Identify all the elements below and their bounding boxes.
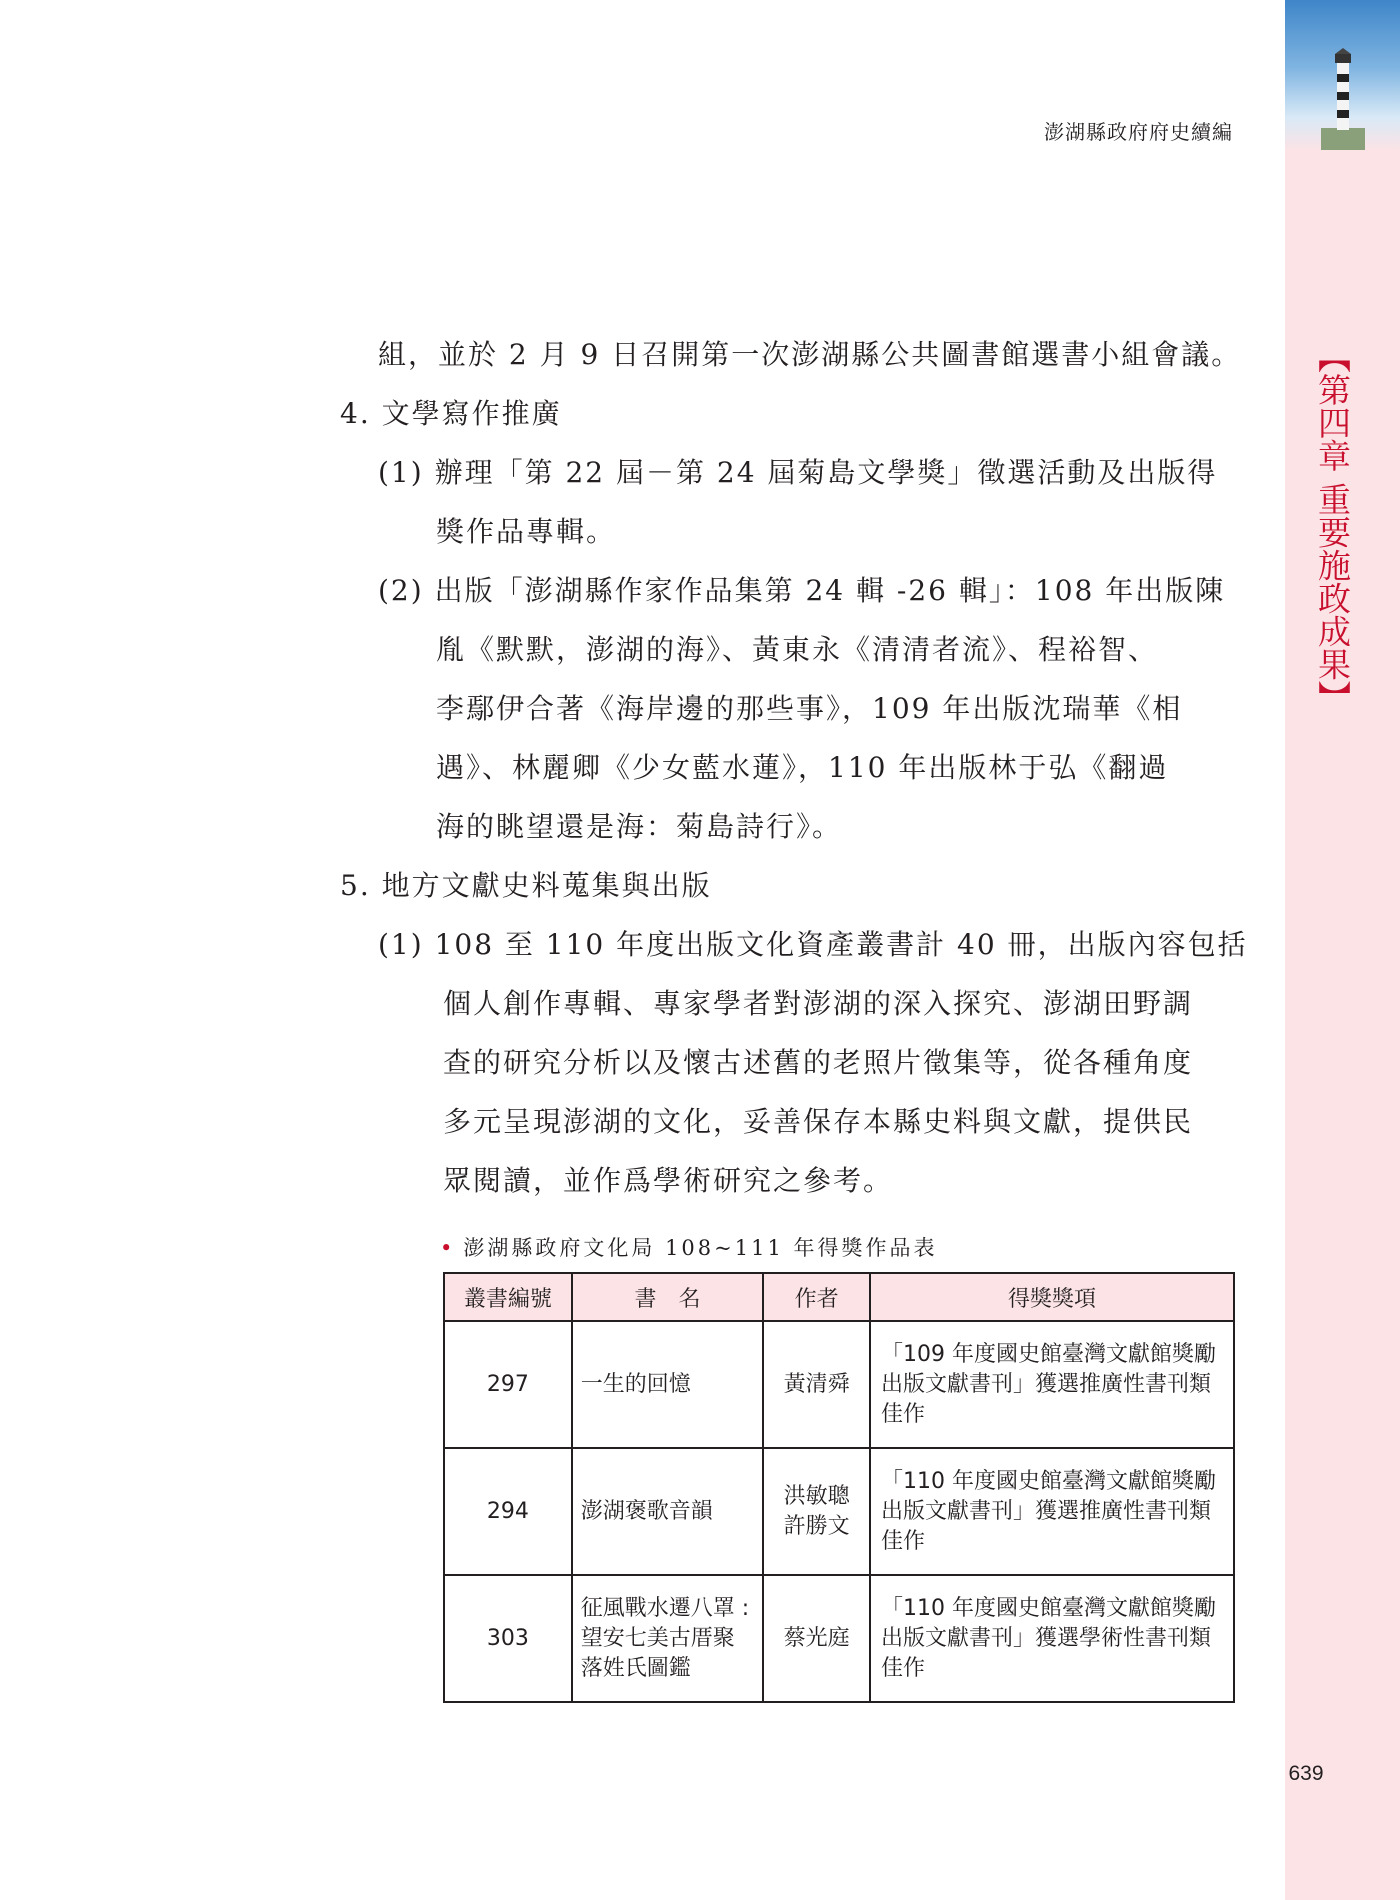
bullet-icon: • <box>440 1236 456 1260</box>
section-heading: 5. 地方文獻史料蒐集與出版 <box>340 869 712 902</box>
section-heading: 4. 文學寫作推廣 <box>340 397 562 430</box>
body-line: (2) 出版「澎湖縣作家作品集第 24 輯 -26 輯」：108 年出版陳 <box>378 574 1226 607</box>
body-line: 胤《默默，澎湖的海》、黃東永《清清者流》、程裕智、 <box>436 633 1159 666</box>
lighthouse-icon <box>1321 48 1365 150</box>
column-header: 得獎獎項 <box>870 1273 1234 1321</box>
award: 「109 年度國史館臺灣文獻館獎勵出版文獻書刊」獲選推廣性書刊類佳作 <box>870 1321 1234 1448</box>
body-line: 查的研究分析以及懷古述舊的老照片徵集等，從各種角度 <box>443 1046 1194 1079</box>
running-header: 澎湖縣政府府史續編 <box>1044 120 1233 144</box>
author: 蔡光庭 <box>763 1575 870 1702</box>
body-line: 海的眺望還是海：菊島詩行》。 <box>436 810 843 843</box>
lighthouse-photo <box>1285 0 1400 150</box>
column-header: 書 名 <box>572 1273 764 1321</box>
author: 黃清舜 <box>763 1321 870 1448</box>
book-title: 澎湖褒歌音韻 <box>572 1448 764 1575</box>
body-line: 李鄢伊合著《海岸邊的那些事》，109 年出版沈瑞華《相 <box>436 692 1183 725</box>
table-caption-text: 澎湖縣政府文化局 108~111 年得獎作品表 <box>463 1236 938 1260</box>
table-row <box>444 1321 1234 1448</box>
author: 洪敏聰 許勝文 <box>763 1448 870 1575</box>
series-number: 297 <box>444 1321 572 1448</box>
page-number: 639 <box>1288 1762 1324 1785</box>
body-line: 眾閱讀，並作爲學術研究之參考。 <box>443 1164 894 1197</box>
column-header: 叢書編號 <box>444 1273 572 1321</box>
award: 「110 年度國史館臺灣文獻館獎勵出版文獻書刊」獲選學術性書刊類佳作 <box>870 1575 1234 1702</box>
book-title: 一生的回憶 <box>572 1321 764 1448</box>
series-number: 294 <box>444 1448 572 1575</box>
chapter-tab: 【第四章 重要施政成果】 <box>1313 340 1352 714</box>
body-line: 多元呈現澎湖的文化，妥善保存本縣史料與文獻，提供民 <box>443 1105 1194 1138</box>
body-line: 獎作品專輯。 <box>436 515 617 548</box>
table-header-row <box>444 1273 1234 1321</box>
column-header: 作者 <box>763 1273 870 1321</box>
body-line: 個人創作專輯、專家學者對澎湖的深入探究、澎湖田野調 <box>443 987 1194 1020</box>
body-line: (1) 辦理「第 22 屆－第 24 屆菊島文學獎」徵選活動及出版得 <box>378 456 1218 489</box>
table-row <box>444 1575 1234 1702</box>
table-row <box>444 1448 1234 1575</box>
series-number: 303 <box>444 1575 572 1702</box>
body-line: (1) 108 至 110 年度出版文化資產叢書計 40 冊，出版內容包括 <box>378 928 1248 961</box>
body-line: 遇》、林麗卿《少女藍水蓮》，110 年出版林于弘《翻過 <box>436 751 1169 784</box>
award: 「110 年度國史館臺灣文獻館獎勵出版文獻書刊」獲選推廣性書刊類佳作 <box>870 1448 1234 1575</box>
table-caption <box>440 1232 938 1262</box>
body-line: 組，並於 2 月 9 日召開第一次澎湖縣公共圖書館選書小組會議。 <box>378 338 1242 371</box>
book-title: 征風戰水遷八罩 : 望安七美古厝聚落姓氏圖鑑 <box>572 1575 764 1702</box>
chapter-sidebar <box>1285 0 1400 1900</box>
award-table <box>443 1272 1235 1703</box>
